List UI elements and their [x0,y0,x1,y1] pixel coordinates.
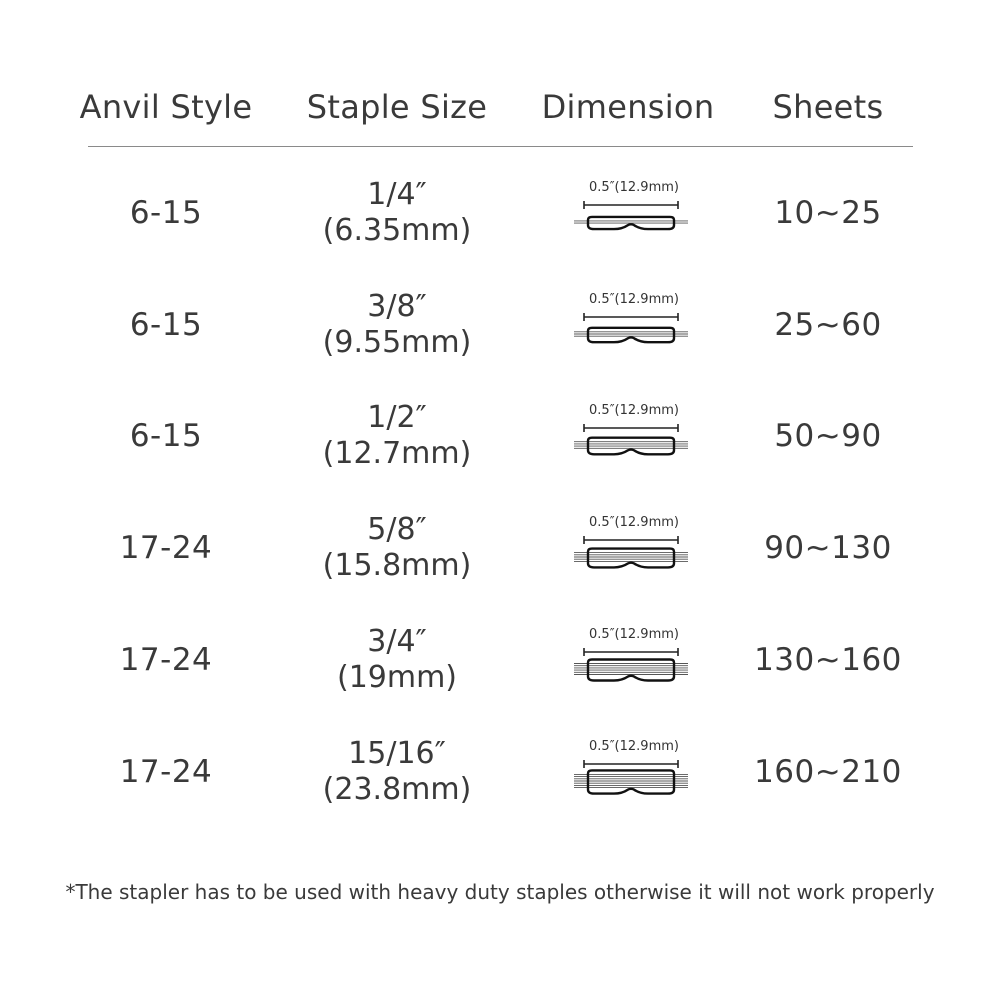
staple-size-inches: 1/2″ [367,400,427,435]
dimension-cell [574,739,694,805]
anvil-style-cell: 6-15 [129,307,203,343]
table-row [0,275,1000,375]
staple-diagram-icon [574,308,694,354]
staple-size-cell [323,400,472,472]
sheets-cell: 25~60 [774,307,882,343]
table-header [0,88,1000,132]
staple-outline [588,328,674,342]
staple-outline [588,770,674,793]
staple-diagram-icon [574,196,694,242]
table-row [0,386,1000,486]
header-divider [88,146,913,147]
staple-diagram-icon [574,755,694,801]
dimension-label: 0.5″(12.9mm) [589,627,679,642]
staple-size-mm: (15.8mm) [322,548,472,583]
sheets-cell: 130~160 [754,642,902,678]
dimension-bracket [584,648,678,656]
table-row [0,722,1000,822]
anvil-style-cell: 6-15 [129,195,203,231]
dimension-label: 0.5″(12.9mm) [589,180,679,195]
dimension-cell [574,403,694,469]
dimension-label: 0.5″(12.9mm) [589,403,679,418]
dimension-label: 0.5″(12.9mm) [589,292,679,307]
header-staple-size: Staple Size [306,88,488,126]
dimension-cell [574,515,694,581]
staple-outline [588,549,674,568]
dimension-bracket [584,313,678,321]
staple-size-mm: (23.8mm) [322,772,472,807]
staple-diagram-icon [574,419,694,465]
staple-size-cell [323,177,472,249]
footnote: *The stapler has to be used with heavy duty staples otherwise it will not work properly [65,880,935,904]
staple-size-cell [323,289,472,361]
staple-size-cell [323,736,472,808]
staple-diagram-icon [574,643,694,689]
table-row [0,498,1000,598]
staple-size-cell [337,624,457,696]
staple-size-inches: 5/8″ [367,512,427,547]
staple-size-mm: (19mm) [336,660,458,695]
dimension-bracket [584,760,678,768]
staple-size-inches: 3/4″ [367,624,427,659]
sheets-cell: 50~90 [774,418,882,454]
dimension-bracket [584,536,678,544]
dimension-cell [574,627,694,693]
dimension-cell [574,292,694,358]
staple-size-inches: 3/8″ [367,289,427,324]
header-anvil-style: Anvil Style [79,88,253,126]
header-sheets: Sheets [772,88,884,126]
anvil-style-cell: 17-24 [119,530,213,566]
staple-size-mm: (6.35mm) [322,213,472,248]
staple-diagram-icon [574,531,694,577]
header-dimension: Dimension [541,88,715,126]
dimension-label: 0.5″(12.9mm) [589,739,679,754]
dimension-bracket [584,424,678,432]
staple-size-mm: (12.7mm) [322,436,472,471]
table-row [0,610,1000,710]
staple-size-inches: 1/4″ [367,177,427,212]
sheets-cell: 160~210 [754,754,902,790]
dimension-cell [574,180,694,246]
dimension-bracket [584,201,678,209]
staple-size-inches: 15/16″ [348,736,446,771]
staple-size-mm: (9.55mm) [322,325,472,360]
dimension-label: 0.5″(12.9mm) [589,515,679,530]
anvil-style-cell: 17-24 [119,642,213,678]
staple-size-cell [323,512,472,584]
anvil-style-cell: 17-24 [119,754,213,790]
sheets-cell: 10~25 [774,195,882,231]
table-row [0,163,1000,263]
sheets-cell: 90~130 [764,530,892,566]
anvil-style-cell: 6-15 [129,418,203,454]
